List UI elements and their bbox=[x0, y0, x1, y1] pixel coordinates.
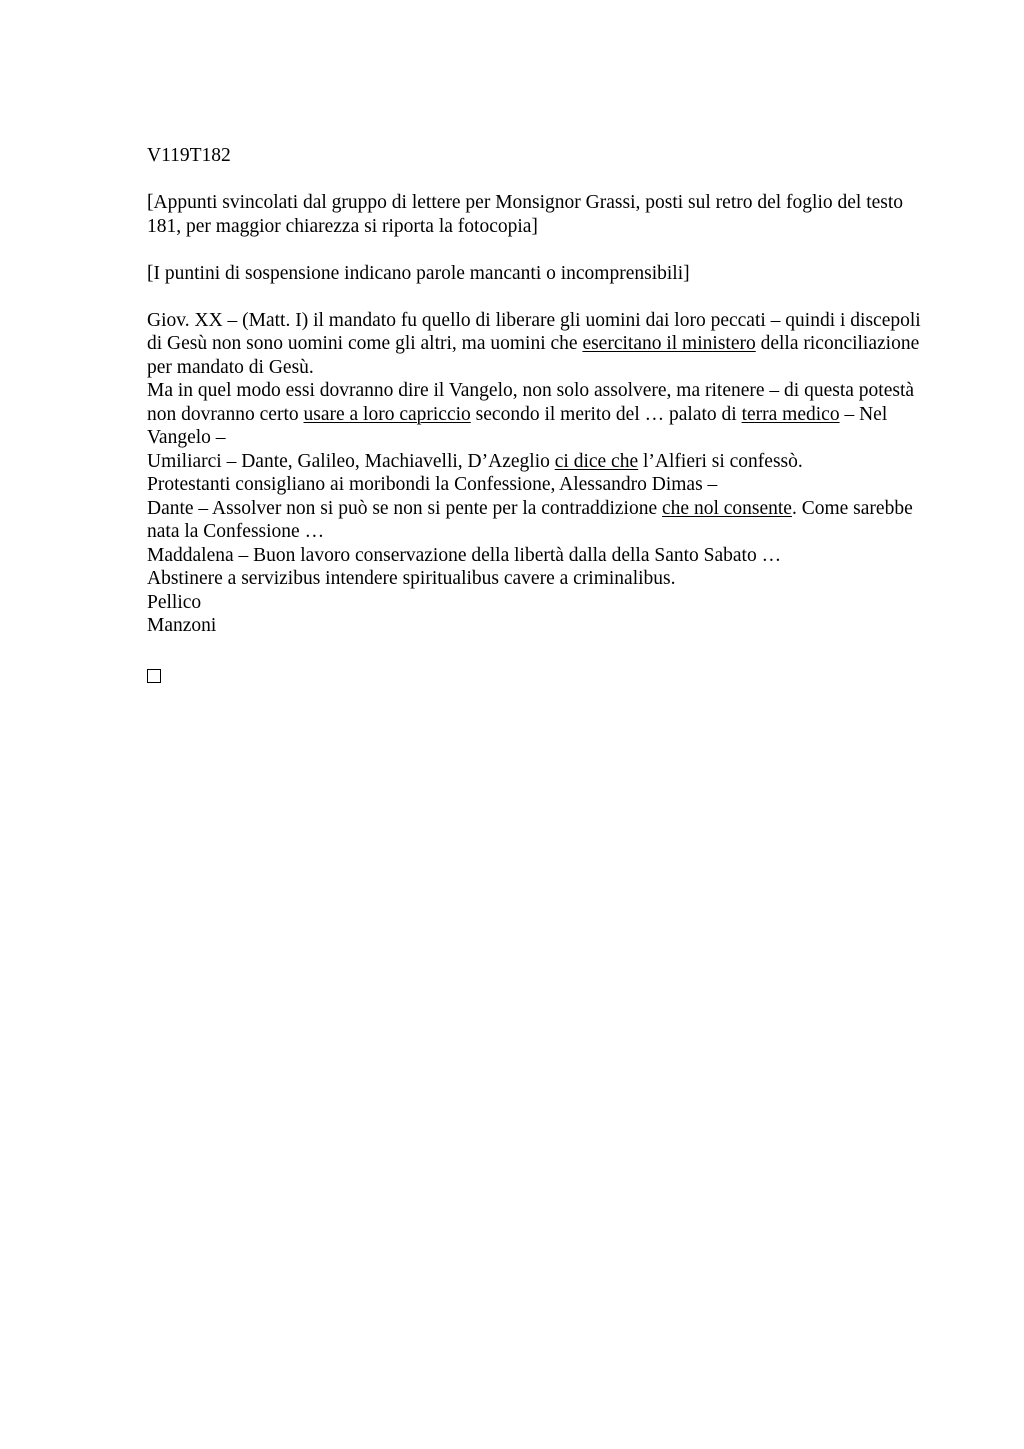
paragraph-humility bbox=[147, 450, 937, 474]
paragraph-gospel bbox=[147, 379, 937, 450]
paragraph-mandate bbox=[147, 309, 937, 380]
text-run: – Nel Vangelo – bbox=[147, 403, 888, 448]
text-run: Ma in quel modo essi dovranno dire il Vangelo, non solo assolvere, ma ritenere – di questa potestà non dovranno certo bbox=[147, 380, 915, 425]
text-run: Dante – Assolver non si può se non si pente per la contraddizione bbox=[147, 497, 663, 519]
underlined-text: ci dice che bbox=[554, 450, 639, 472]
spacer bbox=[147, 285, 937, 309]
editorial-note-ellipsis: [I puntini di sospensione indicano parole mancanti o incomprensibili] bbox=[147, 262, 690, 284]
paragraph-manzoni: Manzoni bbox=[147, 615, 217, 636]
spacer bbox=[147, 638, 937, 662]
text-run: l’Alfieri si confessò. bbox=[638, 450, 803, 472]
checkbox-empty[interactable] bbox=[147, 669, 161, 683]
text-run: Umiliarci – Dante, Galileo, Machiavelli, D’Azeglio bbox=[147, 450, 555, 472]
editorial-note-photocopy: [Appunti svincolati dal gruppo di lettere per Monsignor Grassi, posti sul retro del foglio del testo 181, per maggior chiarezza si riporta la fotocopia] bbox=[147, 192, 904, 237]
text-run: . Come sarebbe nata la Confessione … bbox=[147, 497, 913, 542]
paragraph-dante bbox=[147, 497, 937, 544]
paragraph-protestants: Protestanti consigliano ai moribondi la Confessione, Alessandro Dimas – bbox=[147, 474, 718, 495]
text-run: secondo il merito del … palato di bbox=[470, 403, 742, 425]
underlined-text: terra medico bbox=[741, 403, 840, 425]
text-run: della riconciliazione per mandato di Gesù. bbox=[147, 333, 920, 378]
paragraph-maddalena: Maddalena – Buon lavoro conservazione della libertà dalla della Santo Sabato … bbox=[147, 544, 782, 566]
paragraph-pellico: Pellico bbox=[147, 591, 202, 613]
paragraph-latin: Abstinere a servizibus intendere spiritualibus cavere a criminalibus. bbox=[147, 568, 676, 589]
document-id: V119T182 bbox=[147, 145, 231, 166]
underlined-text: che nol consente bbox=[662, 497, 792, 519]
document-page bbox=[147, 144, 937, 690]
spacer bbox=[147, 238, 937, 262]
underlined-text: usare a loro capriccio bbox=[303, 403, 471, 425]
text-run: Giov. XX – (Matt. I) il mandato fu quello di liberare gli uomini dai loro peccati – quindi i discepoli di Gesù non sono uomini come gli altri, ma uomini che bbox=[147, 309, 921, 354]
spacer bbox=[147, 168, 937, 192]
underlined-text: esercitano il ministero bbox=[582, 333, 756, 354]
